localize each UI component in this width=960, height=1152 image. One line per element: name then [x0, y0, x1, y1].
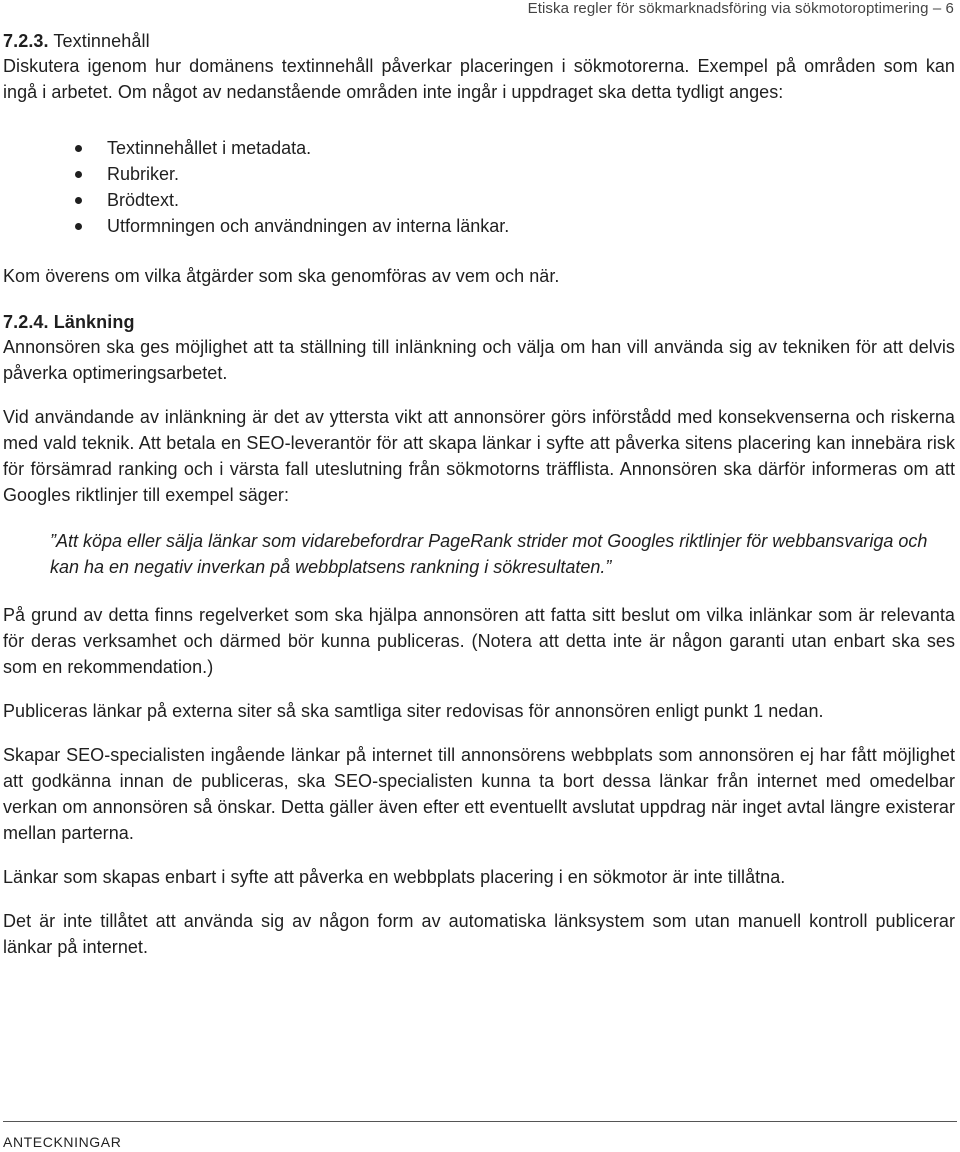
lankning-paragraph-2: Vid användande av inlänkning är det av yttersta vikt att annonsörer görs införstådd med konsekvenserna och riskerna med vald teknik. Att betala en SEO-leverantör för att skapa länkar i syfte att påverka sitens placering kan innebära risk för försämrad ranking och i värsta fall uteslutning från sökmotorns träfflista. Annonsören ska därför informeras om att Googles riktlinjer till exempel säger:	[3, 407, 955, 505]
section-heading-textinnehall	[3, 29, 955, 53]
google-guidelines-quote: ”Att köpa eller sälja länkar som vidarebefordrar PageRank strider mot Googles riktlinjer för webbansvariga och kan ha en negativ inverkan på webbplatsens rankning i sökresultaten.”	[50, 531, 928, 577]
lankning-paragraph-6: Länkar som skapas enbart i syfte att påverka en webbplats placering i en sökmotor är inte tillåtna.	[3, 867, 786, 887]
section-number: 7.2.3.	[3, 31, 49, 51]
list-item: Rubriker.	[75, 161, 955, 187]
textinnehall-bullet-list	[75, 135, 955, 239]
list-item: Textinnehållet i metadata.	[75, 135, 955, 161]
textinnehall-closing: Kom överens om vilka åtgärder som ska genomföras av vem och när.	[3, 266, 560, 286]
section-title: Textinnehåll	[53, 31, 150, 51]
section-heading-lankning	[3, 310, 955, 334]
lankning-paragraph-7: Det är inte tillåtet att använda sig av någon form av automatiska länksystem som utan manuell kontroll publicerar länkar på internet.	[3, 911, 955, 957]
lankning-paragraph-1: Annonsören ska ges möjlighet att ta ställning till inlänkning och välja om han vill använda sig av tekniken för att delvis påverka optimeringsarbetet.	[3, 337, 955, 383]
lankning-paragraph-3: På grund av detta finns regelverket som ska hjälpa annonsören att fatta sitt beslut om vilka inlänkar som är relevanta för deras verksamhet och därmed bör kunna publiceras. (Notera att detta inte är någon garanti utan enbart ska ses som en rekommendation.)	[3, 605, 955, 677]
lankning-paragraph-5: Skapar SEO-specialisten ingående länkar på internet till annonsörens webbplats som annonsören ej har fått möjlighet att godkänna innan de publiceras, ska SEO-specialisten kunna ta bort dessa länkar från internet med omedelbar verkan om annonsören så önskar. Detta gäller även efter ett eventuellt avslutat uppdrag när inget avtal längre existerar mellan parterna.	[3, 745, 955, 843]
section-number: 7.2.4.	[3, 312, 49, 332]
list-item: Brödtext.	[75, 187, 955, 213]
section-title: Länkning	[53, 312, 135, 332]
notes-label: ANTECKNINGAR	[3, 1134, 122, 1150]
footer-divider	[3, 1121, 957, 1122]
list-item: Utformningen och användningen av interna länkar.	[75, 213, 955, 239]
lankning-paragraph-4: Publiceras länkar på externa siter så ska samtliga siter redovisas för annonsören enligt punkt 1 nedan.	[3, 701, 824, 721]
running-header: Etiska regler för sökmarknadsföring via sökmotoroptimering – 6	[527, 0, 954, 17]
textinnehall-intro: Diskutera igenom hur domänens textinnehåll påverkar placeringen i sökmotorerna. Exempel på områden som kan ingå i arbetet. Om något av nedanstående områden inte ingår i uppdraget ska detta tydligt anges:	[3, 56, 955, 102]
document-body	[3, 29, 955, 960]
